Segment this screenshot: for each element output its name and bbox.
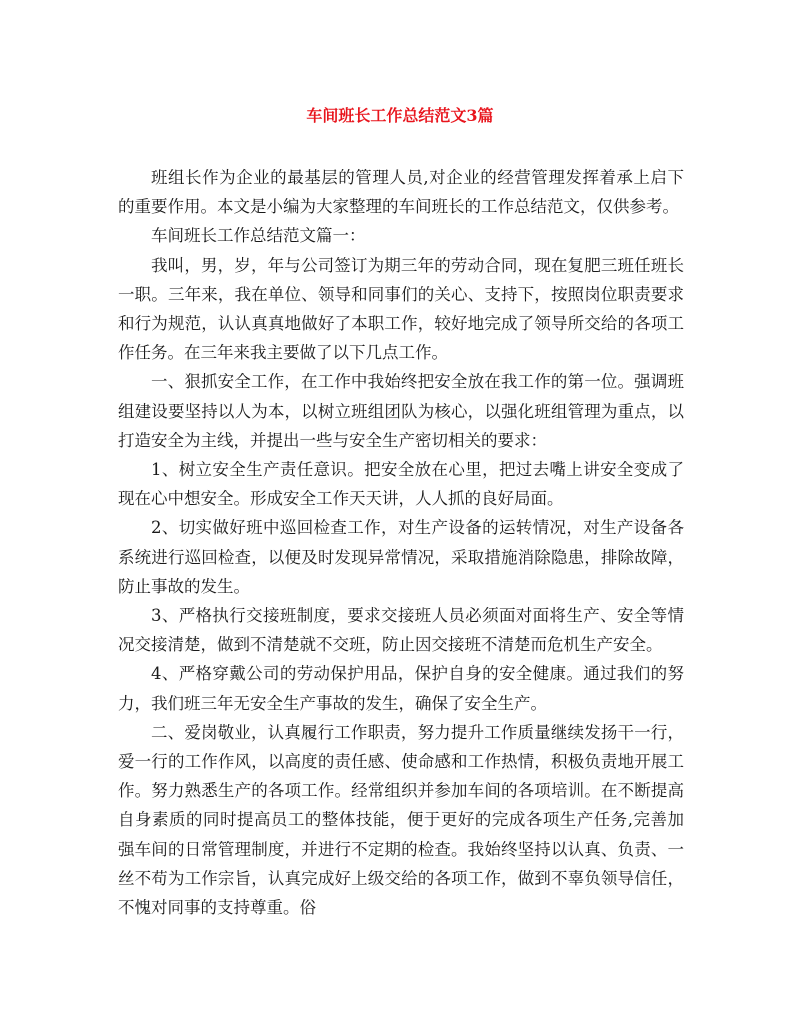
list-item-3: 3、严格执行交接班制度，要求交接班人员必须面对面将生产、安全等情况交接清楚，做到不清楚就不交班，防止因交接班不清楚而危机生产安全。: [118, 606, 684, 655]
list-item-4: 4、严格穿戴公司的劳动保护用品，保护自身的安全健康。通过我们的努力，我们班三年无安全生产事故的发生，确保了安全生产。: [118, 664, 684, 713]
paragraph-safety: 一、狠抓安全工作，在工作中我始终把安全放在我工作的第一位。强调班组建设要坚持以人为本，以树立班组团队为核心，以强化班组管理为重点，以打造安全为主线，并提出一些与安全生产密切相关的要求：: [118, 372, 684, 450]
section-heading: 车间班长工作总结范文篇一：: [151, 226, 366, 246]
intro-paragraph: 班组长作为企业的最基层的管理人员,对企业的经营管理发挥着承上启下的重要作用。本文是小编为大家整理的车间班长的工作总结范文，仅供参考。: [118, 168, 684, 217]
list-item-1: 1、树立安全生产责任意识。把安全放在心里，把过去嘴上讲安全变成了现在心中想安全。形成安全工作天天讲，人人抓的良好局面。: [118, 460, 684, 509]
document-body: [118, 163, 684, 922]
page-title: 车间班长工作总结范文3篇: [306, 106, 494, 125]
paragraph-dedication: 二、爱岗敬业，认真履行工作职责，努力提升工作质量继续发扬干一行，爱一行的工作作风，以高度的责任感、使命感和工作热情，积极负责地开展工作。努力熟悉生产的各项工作。经常组织并参加车间的各项培训。在不断提高自身素质的同时提高员工的整体技能，便于更好的完成各项生产任务,完善加强车间的日常管理制度，并进行不定期的检查。我始终坚持以认真、负责、一丝不苟为工作宗旨，认真完成好上级交给的各项工作，做到不辜负领导信任，不愧对同事的支持尊重。俗: [118, 722, 684, 918]
paragraph-self-intro: 我叫，男，岁，年与公司签订为期三年的劳动合同，现在复肥三班任班长一职。三年来，我在单位、领导和同事们的关心、支持下，按照岗位职责要求和行为规范，认认真真地做好了本职工作，较好地完成了领导所交给的各项工作任务。在三年来我主要做了以下几点工作。: [118, 255, 684, 363]
list-item-2: 2、切实做好班中巡回检查工作，对生产设备的运转情况，对生产设备各系统进行巡回检查，以便及时发现异常情况，采取措施消除隐患，排除故障，防止事故的发生。: [118, 518, 684, 596]
